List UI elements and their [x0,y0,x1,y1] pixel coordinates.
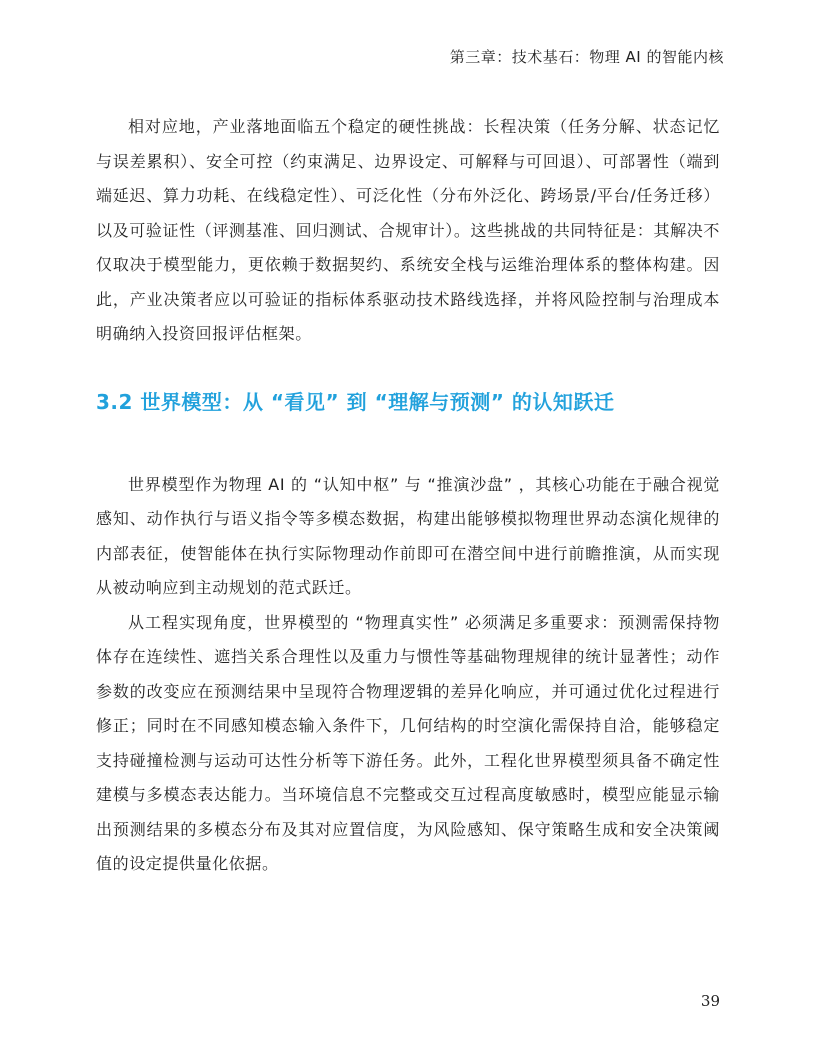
running-header: 第三章：技术基石：物理 AI 的智能内核 [449,48,724,66]
paragraph-engineering-requirements: 从工程实现角度，世界模型的 “物理真实性” 必须满足多重要求：预测需保持物体存在连续性、遮挡关系合理性以及重力与惯性等基础物理规律的统计显著性；动作参数的改变应在预测结果中呈现符合物理逻辑的差异化响应，并可通过优化过程进行修正；同时在不同感知模态输入条件下，几何结构的时空演化需保持自洽，能够稳定支持碰撞检测与运动可达性分析等下游任务。此外，工程化世界模型须具备不确定性建模与多模态表达能力。当环境信息不完整或交互过程高度敏感时，模型应能显示输出预测结果的多模态分布及其对应置信度，为风险感知、保守策略生成和安全决策阈值的设定提供量化依据。 [96,612,720,873]
page-number: 39 [700,992,720,1010]
paragraph-challenges: 相对应地，产业落地面临五个稳定的硬性挑战：长程决策（任务分解、状态记忆与误差累积）、安全可控（约束满足、边界设定、可解释与可回退）、可部署性（端到端延迟、算力功耗、在线稳定性）、可泛化性（分布外泛化、跨场景/平台/任务迁移）以及可验证性（评测基准、回归测试、合规审计）。这些挑战的共同特征是：其解决不仅取决于模型能力，更依赖于数据契约、系统安全栈与运维治理体系的整体构建。因此，产业决策者应以可验证的指标体系驱动技术路线选择，并将风险控制与治理成本明确纳入投资回报评估框架。 [96,117,720,343]
section-spacer [96,424,720,468]
page-body [96,110,720,882]
section-heading: 3.2 世界模型：从 “看见” 到 “理解与预测” 的认知跃迁 [96,389,615,414]
paragraph-world-model-intro: 世界模型作为物理 AI 的 “认知中枢” 与 “推演沙盘” ，其核心功能在于融合视觉感知、动作执行与语义指令等多模态数据，构建出能够模拟物理世界动态演化规律的内部表征，使智能体在执行实际物理动作前即可在潜空间中进行前瞻推演，从而实现从被动响应到主动规划的范式跃迁。 [96,474,720,597]
